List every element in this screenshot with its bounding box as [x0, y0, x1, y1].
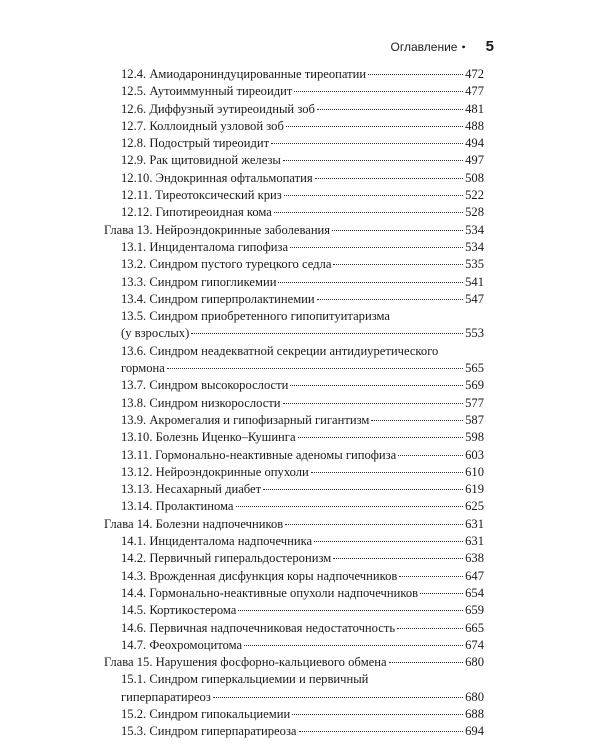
toc-entry-title: 13.11. Гормонально-неактивные аденомы гипофиза	[121, 447, 397, 462]
toc-page-number: 535	[465, 257, 484, 272]
dot-leader	[420, 593, 463, 594]
dot-leader	[398, 455, 463, 456]
toc-page-number: 508	[465, 170, 484, 185]
toc-section-entry[interactable]	[104, 135, 484, 152]
toc-entry-title: 14.7. Феохромоцитома	[121, 637, 243, 652]
toc-entry-title: 12.12. Гипотиреоидная кома	[121, 205, 272, 220]
toc-section-entry[interactable]	[104, 101, 484, 118]
dot-leader	[285, 524, 463, 525]
toc-section-entry[interactable]	[104, 689, 484, 706]
dot-leader	[317, 109, 463, 110]
toc-section-entry[interactable]	[104, 481, 484, 498]
dot-leader	[283, 160, 463, 161]
toc-section-entry[interactable]	[104, 550, 484, 567]
toc-entry-title-continuation: гормона	[121, 361, 165, 376]
toc-section-entry[interactable]	[104, 66, 484, 83]
dot-leader	[294, 91, 463, 92]
dot-leader	[292, 714, 463, 715]
toc-section-entry[interactable]	[104, 602, 484, 619]
toc-page-number: 522	[465, 188, 484, 203]
toc-page-number: 541	[465, 274, 484, 289]
dot-leader	[299, 731, 464, 732]
toc-entry-title: 14.6. Первичная надпочечниковая недостаточность	[121, 620, 396, 635]
toc-section-entry[interactable]	[104, 83, 484, 100]
toc-chapter-entry[interactable]	[104, 516, 484, 533]
toc-entry-title: 12.4. Амиодарониндуцированные тиреопатии	[121, 67, 367, 81]
toc-entry-title: 12.9. Рак щитовидной железы	[121, 153, 281, 168]
toc-page-number: 665	[465, 620, 484, 635]
dot-leader	[290, 247, 463, 248]
toc-page-number: 610	[465, 464, 484, 479]
toc-entry-title: 12.6. Диффузный эутиреоидный зоб	[121, 101, 315, 116]
toc-entry-title: 14.4. Гормонально-неактивные опухоли надпочечников	[121, 585, 419, 600]
dot-leader	[274, 212, 463, 213]
toc-section-entry[interactable]	[104, 187, 484, 204]
toc-page-number: 688	[465, 706, 484, 721]
toc-section-entry[interactable]	[104, 568, 484, 585]
toc-section-entry[interactable]	[104, 637, 484, 654]
dot-leader	[284, 195, 463, 196]
toc-page-number: 694	[465, 724, 484, 739]
dot-leader	[371, 420, 463, 421]
toc-entry-title: Глава 15. Нарушения фосфорно-кальциевого обмена	[104, 655, 387, 670]
toc-section-entry[interactable]	[104, 274, 484, 291]
toc-entry-title: Глава 13. Нейроэндокринные заболевания	[104, 222, 331, 237]
dot-leader	[317, 299, 463, 300]
toc-entry-title: 14.1. Инциденталома надпочечника	[121, 534, 313, 549]
dot-leader	[332, 230, 463, 231]
toc-page-number: 659	[465, 603, 484, 618]
toc-entry-title: 14.3. Врожденная дисфункция коры надпочечников	[121, 568, 398, 583]
toc-chapter-entry[interactable]	[104, 222, 484, 239]
toc-entry-title: 14.2. Первичный гиперальдостеронизм	[121, 551, 332, 566]
toc-entry-title: 13.14. Пролактинома	[121, 499, 234, 514]
dot-leader	[271, 143, 463, 144]
toc-entry-title: 12.10. Эндокринная офтальмопатия	[121, 170, 313, 185]
toc-page-number: 638	[465, 551, 484, 566]
dot-leader	[333, 264, 463, 265]
toc-section-entry[interactable]	[104, 239, 484, 256]
toc-page-number: 481	[465, 101, 484, 116]
toc-entry-title: 12.5. Аутоиммунный тиреоидит	[121, 84, 293, 99]
running-header	[90, 38, 494, 55]
toc-entry-title: Глава 14. Болезни надпочечников	[104, 516, 284, 531]
toc-page-number: 603	[465, 447, 484, 462]
toc-section-entry[interactable]	[104, 533, 484, 550]
dot-leader	[278, 282, 463, 283]
toc-entry-title: 15.2. Синдром гипокальциемии	[121, 706, 291, 721]
toc-entry-title: 13.2. Синдром пустого турецкого седла	[121, 257, 332, 272]
dot-leader	[298, 437, 464, 438]
toc-section-entry[interactable]	[104, 377, 484, 394]
toc-entry-title: 13.3. Синдром гипогликемии	[121, 274, 277, 289]
dot-leader	[399, 576, 463, 577]
toc-page-number: 553	[465, 326, 484, 341]
toc-page-number: 625	[465, 499, 484, 514]
toc-chapter-entry[interactable]	[104, 654, 484, 671]
running-header-title: Оглавление	[390, 40, 458, 54]
dot-leader	[315, 178, 463, 179]
page-number: 5	[485, 38, 494, 55]
dot-leader	[290, 385, 463, 386]
toc-page-number: 547	[465, 291, 484, 306]
toc-entry-title: 13.4. Синдром гиперпролактинемии	[121, 291, 315, 306]
toc-section-entry[interactable]	[104, 620, 484, 637]
toc-page-number: 528	[465, 205, 484, 220]
toc-page-number: 534	[465, 239, 484, 254]
toc-section-entry[interactable]	[104, 256, 484, 273]
toc-section-entry[interactable]	[104, 429, 484, 446]
toc-entry-title-continuation: гиперпаратиреоз	[121, 689, 211, 704]
dot-leader	[238, 610, 463, 611]
dot-leader	[311, 472, 463, 473]
toc-page-number: 577	[465, 395, 484, 410]
toc-entry-title: 15.1. Синдром гиперкальциемии и первичный	[121, 672, 369, 687]
toc-section-entry[interactable]	[104, 585, 484, 602]
toc-page-number: 477	[465, 84, 484, 99]
toc-page-number: 680	[465, 689, 484, 704]
dot-leader	[397, 628, 463, 629]
toc-section-entry[interactable]	[104, 464, 484, 481]
toc-section-entry[interactable]	[104, 498, 484, 515]
toc-entry-title: 13.12. Нейроэндокринные опухоли	[121, 464, 309, 479]
toc-entry-title: 13.10. Болезнь Иценко–Кушинга	[121, 430, 296, 445]
dot-leader	[389, 662, 464, 663]
toc-entry-title: 12.11. Тиреотоксический криз	[121, 188, 282, 203]
dot-leader	[333, 558, 463, 559]
toc-entry-title: 15.3. Синдром гиперпаратиреоза	[121, 724, 297, 739]
toc-page-number: 534	[465, 222, 484, 237]
dot-leader	[286, 126, 463, 127]
toc-page-number: 631	[465, 534, 484, 549]
toc-entry-title: 14.5. Кортикостерома	[121, 603, 237, 618]
toc-entry-title: 13.5. Синдром приобретенного гипопитуитаризма	[121, 309, 390, 324]
toc-entry-title: 12.7. Коллоидный узловой зоб	[121, 118, 284, 133]
toc-entry-title-line	[104, 671, 484, 688]
toc-entry-title-line	[104, 308, 484, 325]
toc-section-entry[interactable]	[104, 325, 484, 342]
toc-entry-title: 13.7. Синдром высокорослости	[121, 378, 289, 393]
toc-section-entry[interactable]	[104, 447, 484, 464]
toc-section-entry[interactable]	[104, 204, 484, 221]
toc-entry-title: 13.8. Синдром низкорослости	[121, 395, 281, 410]
toc-page-number: 674	[465, 637, 484, 652]
toc-page-number: 494	[465, 136, 484, 151]
toc-entry-title: 13.1. Инциденталома гипофиза	[121, 239, 289, 254]
toc-entry-title: 13.6. Синдром неадекватной секреции антидиуретического	[121, 343, 439, 358]
toc-page-number: 488	[465, 118, 484, 133]
toc-page-number: 598	[465, 430, 484, 445]
toc-page-number: 569	[465, 378, 484, 393]
toc-entry-title: 13.9. Акромегалия и гипофизарный гигантизм	[121, 412, 370, 427]
toc-page-number: 680	[465, 655, 484, 670]
toc-entry-title: 13.13. Несахарный диабет	[121, 482, 262, 497]
toc-section-entry[interactable]	[104, 360, 484, 377]
toc-section-entry[interactable]	[104, 706, 484, 723]
toc-section-entry[interactable]	[104, 395, 484, 412]
toc-section-entry[interactable]	[104, 118, 484, 135]
toc-section-entry[interactable]	[104, 412, 484, 429]
toc-entry-title-line	[104, 343, 484, 360]
toc-page-number: 631	[465, 516, 484, 531]
dot-leader	[236, 506, 464, 507]
toc-entry-title: 12.8. Подострый тиреоидит	[121, 136, 270, 151]
toc-entry-title-continuation: (у взрослых)	[121, 326, 190, 341]
toc-page-number: 497	[465, 153, 484, 168]
toc-section-entry[interactable]	[104, 152, 484, 169]
toc-page-number: 472	[465, 67, 484, 81]
dot-leader	[244, 645, 463, 646]
dot-leader	[213, 697, 463, 698]
toc-page-number: 587	[465, 412, 484, 427]
dot-leader	[263, 489, 463, 490]
toc-section-entry[interactable]	[104, 723, 484, 740]
toc-page-number: 647	[465, 568, 484, 583]
dot-leader	[283, 403, 464, 404]
bullet-icon: •	[461, 40, 466, 54]
table-of-contents	[104, 66, 484, 741]
dot-leader	[314, 541, 463, 542]
toc-page-number: 619	[465, 482, 484, 497]
dot-leader	[368, 74, 463, 75]
toc-page-number: 654	[465, 585, 484, 600]
toc-section-entry[interactable]	[104, 170, 484, 187]
dot-leader	[167, 368, 463, 369]
toc-page-number: 565	[465, 361, 484, 376]
toc-section-entry[interactable]	[104, 291, 484, 308]
dot-leader	[191, 333, 463, 334]
